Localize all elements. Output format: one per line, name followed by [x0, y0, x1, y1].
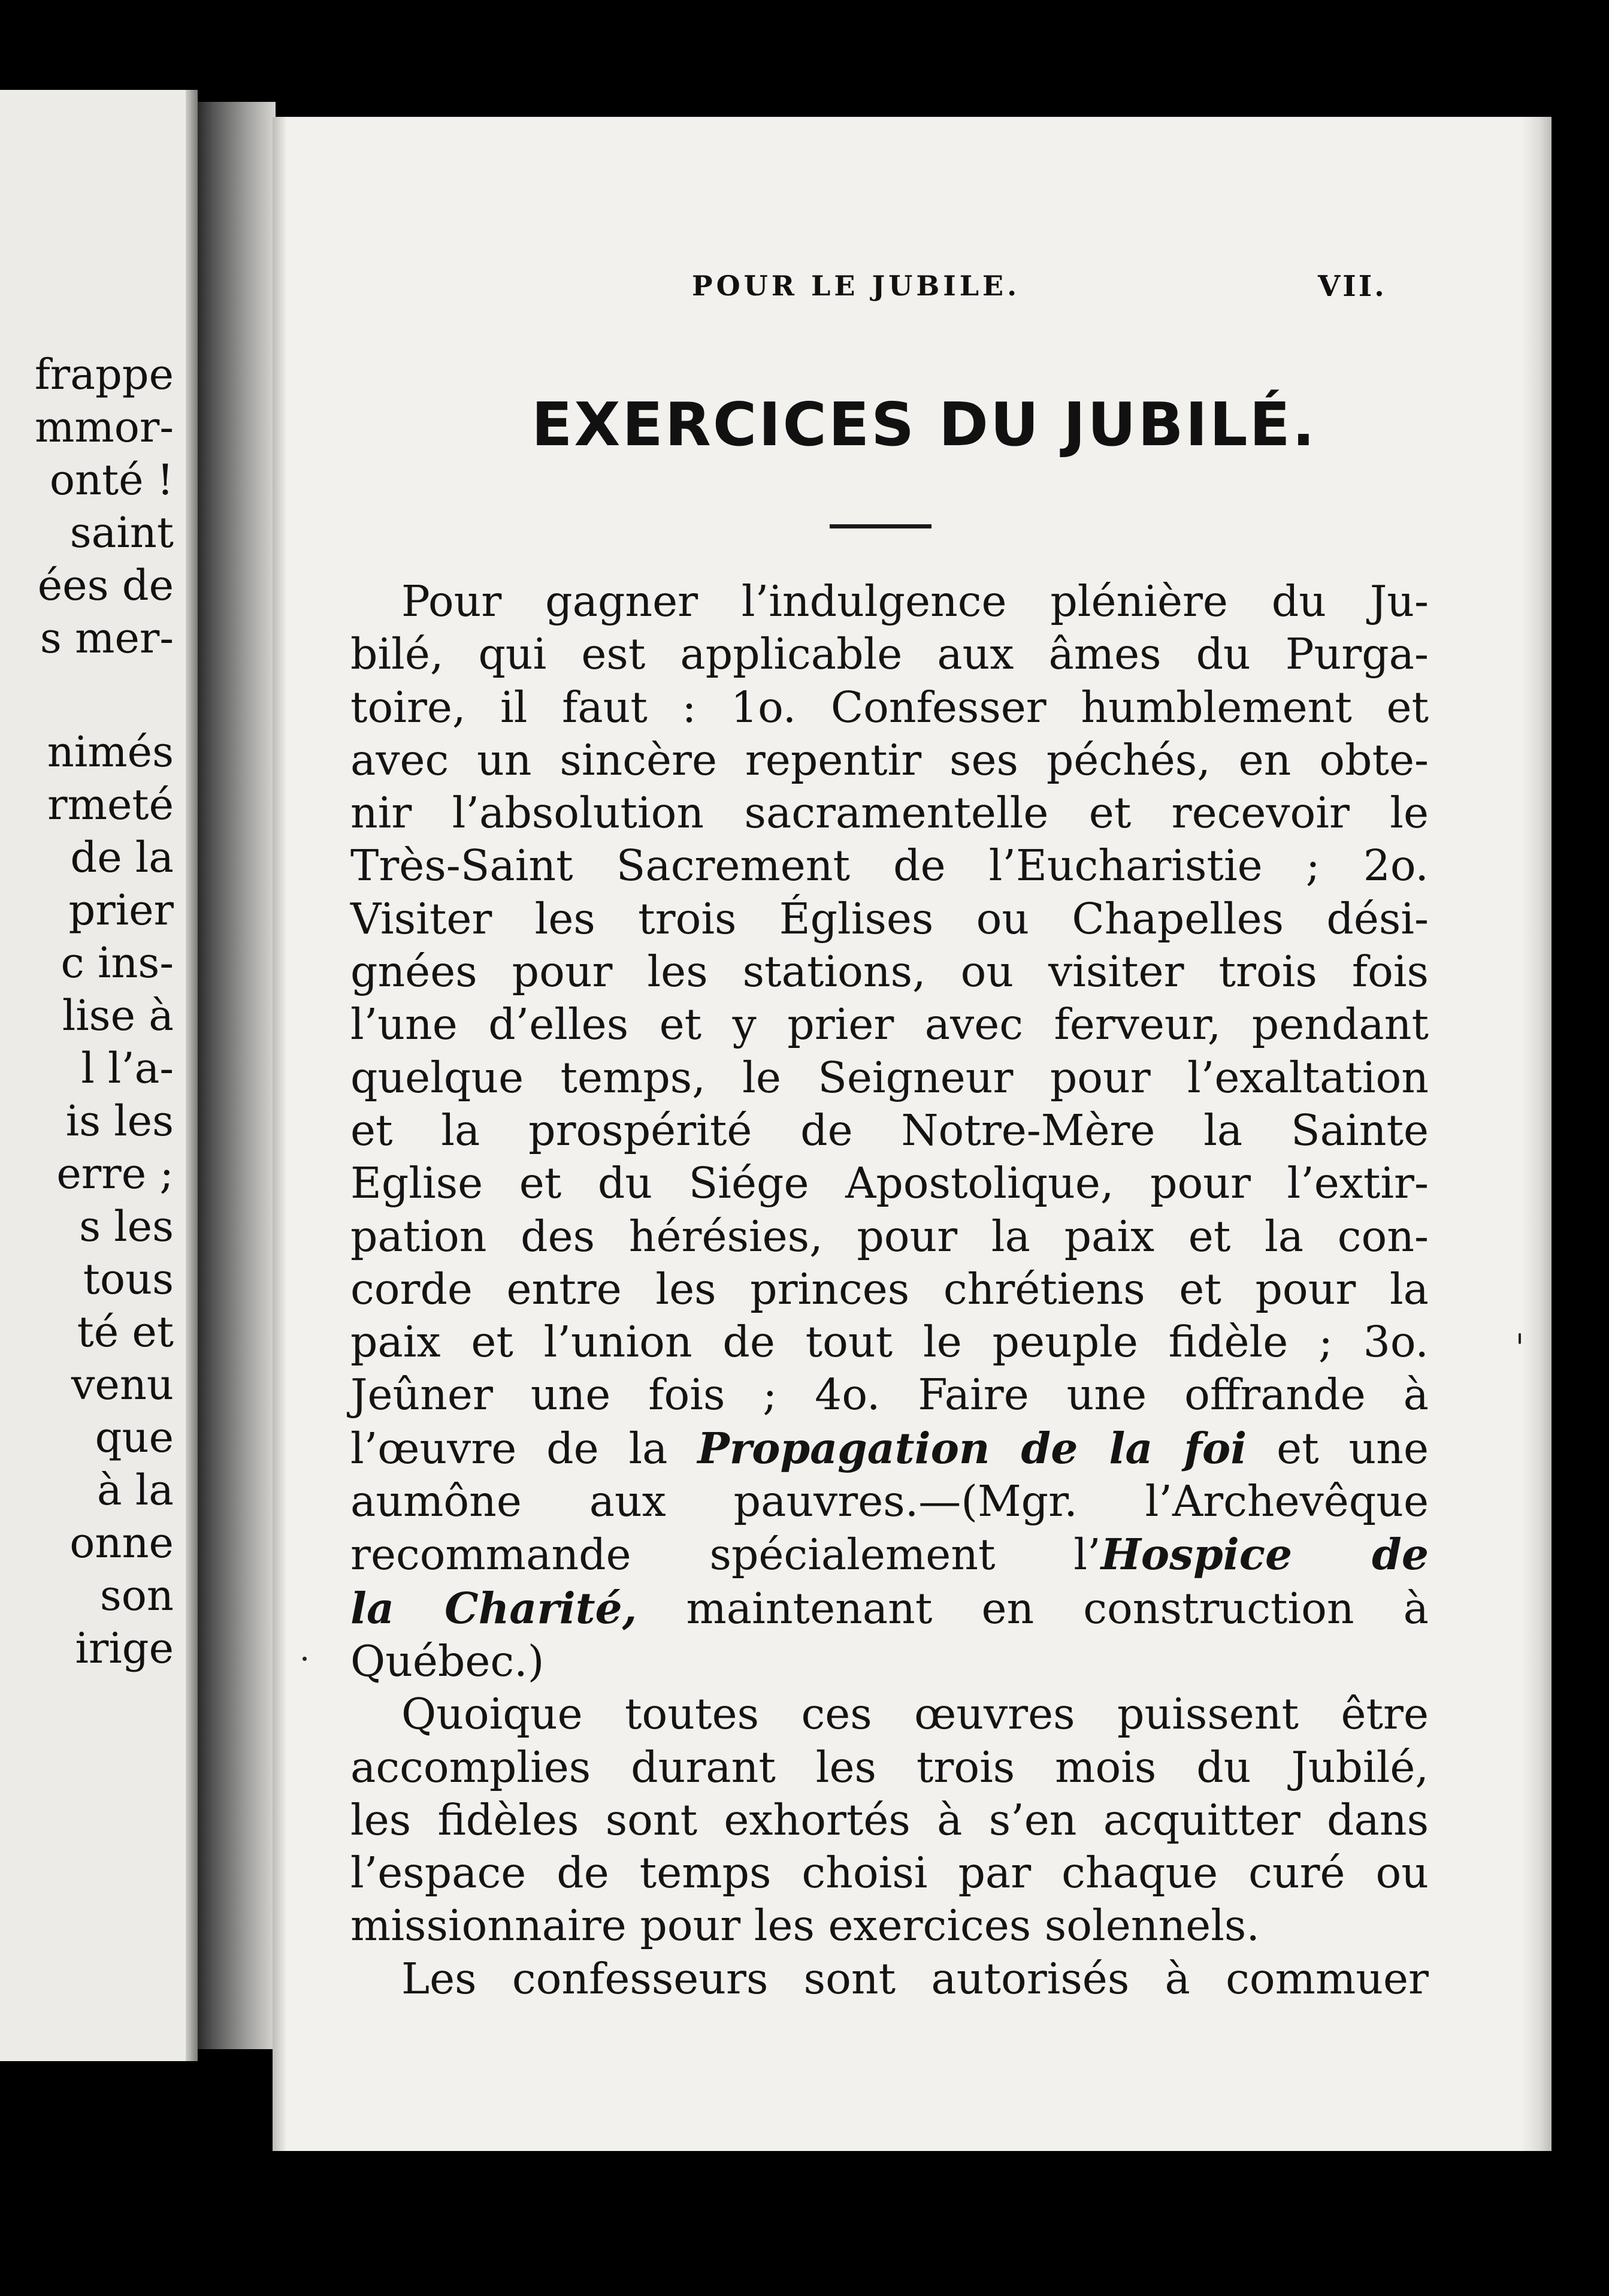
facing-page: [0, 90, 198, 2061]
facing-page-fragment: tous: [83, 1255, 174, 1304]
text-line: Eglise et du Siége Apostolique, pour l’extir-: [350, 1158, 1429, 1209]
ink-speck: [1519, 1333, 1521, 1344]
text-line: et la prospérité de Notre-Mère la Sainte: [350, 1105, 1429, 1155]
facing-page-fragment: té et: [77, 1307, 174, 1357]
text-line: corde entre les princes chrétiens et pour la: [350, 1264, 1429, 1314]
facing-page-fragment: venu: [71, 1360, 174, 1409]
facing-page-fragment: ées de: [37, 561, 174, 610]
facing-page-fragment: rmeté: [47, 780, 174, 829]
text-line: Les confesseurs sont autorisés à commuer: [401, 1953, 1429, 2004]
title-rule: [830, 524, 931, 528]
text-line: l’espace de temps choisi par chaque curé ou: [350, 1848, 1429, 1898]
facing-page-fragment: erre ;: [56, 1149, 174, 1198]
facing-page-fragment: que: [95, 1413, 174, 1462]
text-line: [350, 1582, 1429, 1635]
book-page: [273, 117, 1551, 2151]
italic-title-propagation: Propagation de la foi: [697, 1422, 1247, 1473]
facing-page-fragment: s mer-: [40, 614, 174, 663]
text-line: gnées pour les stations, ou visiter trois fois: [350, 947, 1429, 997]
ink-speck: [303, 1657, 307, 1661]
text-line: [350, 1422, 1429, 1475]
text-line: Pour gagner l’indulgence plénière du Ju-: [401, 576, 1429, 626]
italic-title-hospice: Hospice de: [1100, 1529, 1429, 1580]
facing-page-fragment: son: [99, 1571, 174, 1620]
text-line: l’une d’elles et y prier avec ferveur, pendant: [350, 999, 1429, 1050]
text-line: accomplies durant les trois mois du Jubilé,: [350, 1742, 1429, 1792]
facing-page-fragment: frappe: [34, 350, 174, 399]
text-line: quelque temps, le Seigneur pour l’exaltation: [350, 1052, 1429, 1102]
text-line: pation des hérésies, pour la paix et la con-: [350, 1211, 1429, 1261]
text-line: Quoique toutes ces œuvres puissent être: [401, 1689, 1429, 1739]
text-line: les fidèles sont exhortés à s’en acquitter dans: [350, 1794, 1429, 1845]
chapter-title: EXERCICES DU JUBILÉ.: [531, 389, 1317, 460]
facing-page-fragment: onne: [69, 1518, 174, 1567]
facing-page-fragment: is les: [65, 1096, 174, 1146]
facing-page-fragment: mmor-: [34, 403, 174, 452]
facing-page-fragment: onté !: [49, 455, 174, 504]
text-segment: maintenant en construction à: [686, 1583, 1429, 1633]
facing-page-fragment: de la: [70, 833, 174, 882]
text-segment: l’œuvre de la: [350, 1423, 668, 1473]
text-line: Très-Saint Sacrement de l’Eucharistie ; 2o.: [350, 841, 1429, 891]
text-line: Visiter les trois Églises ou Chapelles dési-: [350, 893, 1429, 944]
text-line: aumône aux pauvres.—(Mgr. l’Archevêque: [350, 1476, 1429, 1527]
text-segment: et une: [1277, 1423, 1429, 1473]
text-line: nir l’absolution sacramentelle et recevoir le: [350, 788, 1429, 838]
page-number: VII.: [1318, 270, 1387, 303]
facing-page-fragment: nimés: [47, 727, 174, 777]
facing-page-fragment: l l’a-: [81, 1044, 174, 1093]
facing-page-fragment: lise à: [62, 991, 174, 1040]
facing-page-fragment: à la: [96, 1466, 174, 1515]
facing-page-gutter: [186, 90, 198, 2061]
text-line: avec un sincère repentir ses péchés, en obte-: [350, 735, 1429, 785]
running-head: POUR LE JUBILE.: [692, 270, 1021, 302]
text-line: Québec.): [350, 1636, 545, 1686]
book-spine: [198, 102, 276, 2049]
body-text: [350, 575, 1429, 2005]
text-line: paix et l’union de tout le peuple fidèle ; 3o.: [350, 1317, 1429, 1367]
italic-title-charite: la Charité,: [350, 1582, 637, 1633]
text-line: toire, il faut : 1o. Confesser humblement et: [350, 682, 1429, 732]
facing-page-fragment: saint: [69, 508, 174, 557]
facing-page-fragment: prier: [68, 886, 174, 935]
text-line: bilé, qui est applicable aux âmes du Purga-: [350, 629, 1429, 679]
text-line: Jeûner une fois ; 4o. Faire une offrande à: [350, 1370, 1429, 1420]
facing-page-fragment: s les: [79, 1202, 174, 1251]
facing-page-fragment: c ins-: [61, 938, 174, 987]
text-line: missionnaire pour les exercices solennels.: [350, 1901, 1260, 1951]
text-segment: recommande spécialement l’: [350, 1530, 1101, 1580]
text-line: [350, 1528, 1429, 1581]
facing-page-fragment: irige: [75, 1624, 174, 1673]
